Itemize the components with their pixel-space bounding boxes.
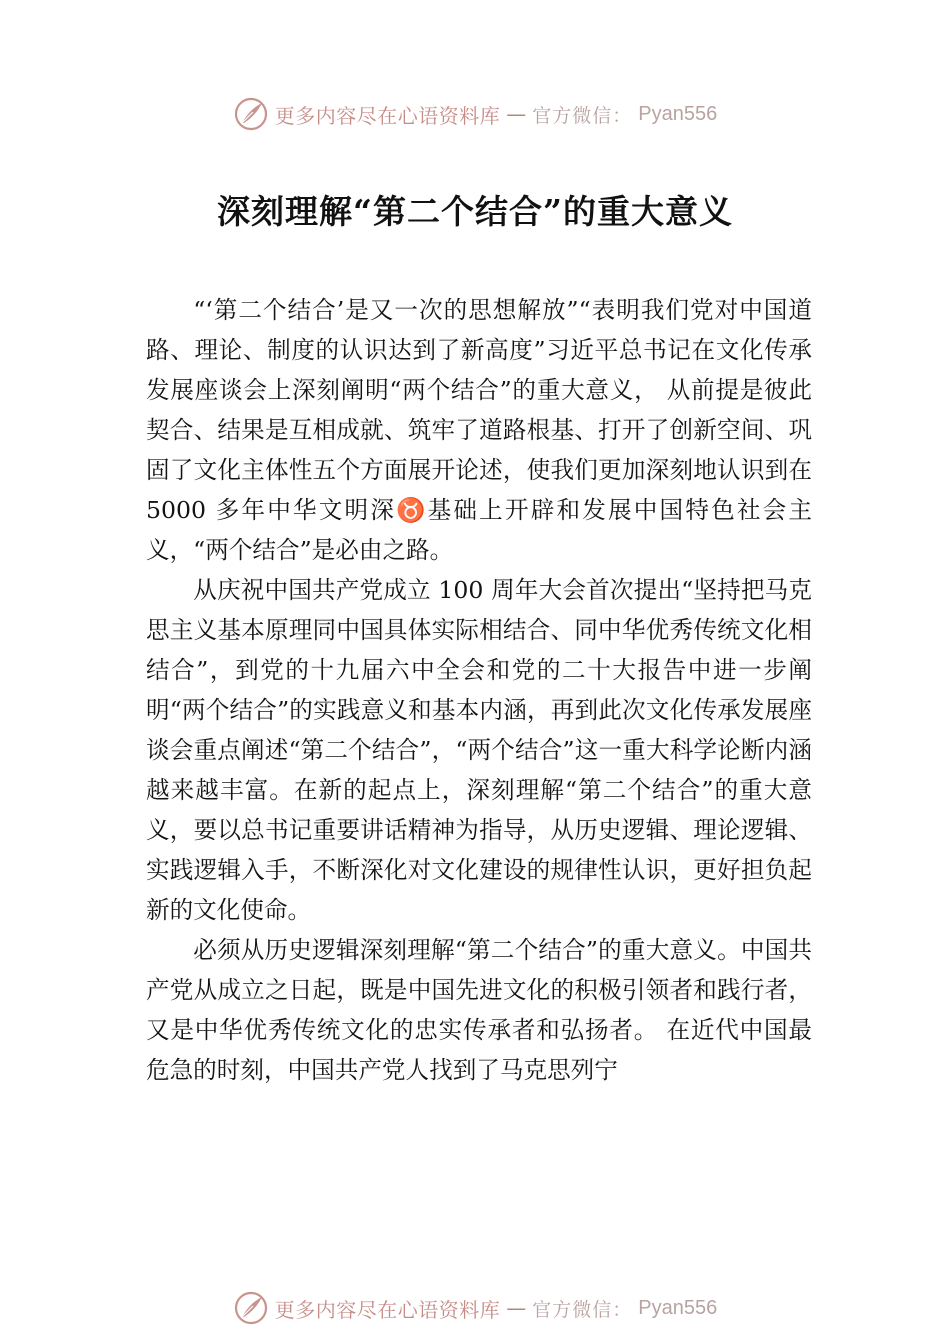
header-watermark (0, 94, 950, 134)
paragraph-2: 从庆祝中国共产党成立 100 周年大会首次提出“坚持把马克思主义基本原理同中国具体实际相结合、同中华优秀传统文化相结合”，到党的十九届六中全会和党的二十大报告中进一步阐明“两个结合”的实践意义和基本内涵，再到此次文化传承发展座谈会重点阐述“第二个结合”，“两个结合”这一重大科学论断内涵越来越丰富。在新的起点上，深刻理解“第二个结合”的重大意义，要以总书记重要讲话精神为指导，从历史逻辑、理论逻辑、实践逻辑入手，不断深化对文化建设的规律性认识，更好担负起新的文化使命。 (146, 576, 812, 924)
paragraph-1: “‘第二个结合’是又一次的思想解放”“表明我们党对中国道路、理论、制度的认识达到了新高度”习近平总书记在文化传承发展座谈会上深刻阐明“两个结合”的重大意义， 从前提是彼此契合、结果是互相成就、筑牢了道路根基、打开了创新空间、巩固了文化主体性五个方面展开论述，使我们更加深刻地认识到在 5000 多年中华文明深♉基础上开辟和发展中国特色社会主义，“两个结合”是必由之路。 (146, 296, 812, 564)
paragraph-3: 必须从历史逻辑深刻理解“第二个结合”的重大意义。中国共产党从成立之日起，既是中国先进文化的积极引领者和践行者，又是中华优秀传统文化的忠实传承者和弘扬者。 在近代中国最危急的时刻，中国共产党人找到了马克思列宁 (146, 936, 812, 1084)
quill-logo-icon (233, 1290, 269, 1326)
watermark-wechat-label: 官方微信： (532, 1298, 633, 1321)
document-body (146, 290, 812, 1090)
watermark-wechat-id: Pyan556 (638, 1296, 718, 1319)
watermark-dash: — (506, 1296, 527, 1320)
document-title: 深刻理解“第二个结合”的重大意义 (217, 192, 733, 231)
watermark-text: 更多内容尽在心语资料库 (274, 103, 501, 128)
watermark-dash: — (506, 102, 527, 126)
watermark-wechat-id: Pyan556 (638, 102, 718, 125)
quill-logo-icon (233, 96, 269, 132)
watermark-wechat-label: 官方微信： (532, 104, 633, 127)
footer-watermark (0, 1288, 950, 1328)
watermark-text: 更多内容尽在心语资料库 (274, 1297, 501, 1322)
